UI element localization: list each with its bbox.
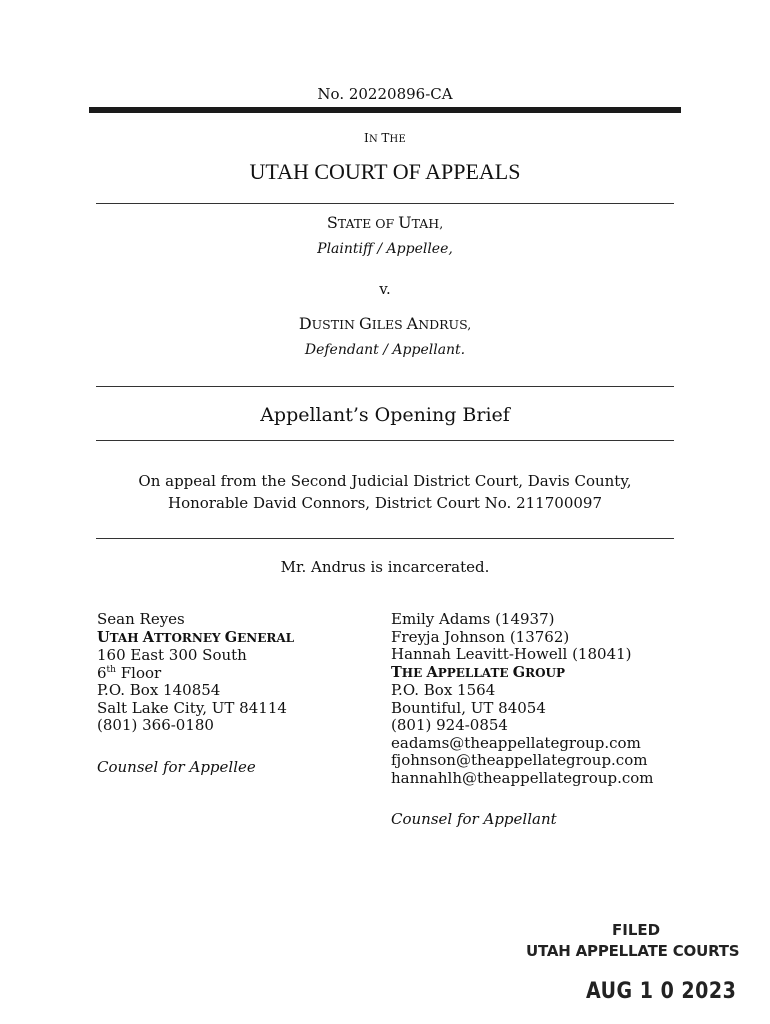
floor-label: Floor [115, 663, 162, 682]
divider-rule [96, 440, 674, 441]
defendant-name-part: A [406, 314, 419, 333]
appeal-from-line2: Honorable David Connors, District Court No. 211700097 [167, 494, 602, 512]
brief-title: Appellant’s Opening Brief [260, 404, 510, 426]
office-part: TAH [109, 630, 143, 645]
appellee-phone: (801) 366-0180 [97, 716, 214, 734]
plaintiff-name-part: S [326, 213, 338, 232]
in-the-cap-i: I [364, 131, 369, 145]
firm-part: PPELLATE [437, 665, 513, 680]
filed-stamp-court: UTAH APPELLATE COURTS [526, 942, 740, 960]
firm-part: HE [401, 665, 427, 680]
appellee-counsel-label: Counsel for Appellee [97, 757, 256, 776]
defendant-name-part: G [358, 314, 372, 333]
firm-part: ROUP [525, 665, 566, 680]
in-the-small-n: N [368, 134, 378, 145]
office-part: U [97, 628, 110, 646]
defendant-role: Defendant / Appellant. [304, 342, 466, 358]
divider-rule [96, 203, 674, 204]
office-part: ENERAL [237, 630, 295, 645]
appellee-po-box: P.O. Box 140854 [97, 681, 221, 699]
defendant-name-part: ILES [371, 317, 407, 332]
office-part: TTORNEY [154, 630, 225, 645]
in-the-small-he: HE [389, 134, 406, 145]
office-part: A [142, 628, 155, 646]
appellee-floor [97, 665, 294, 683]
defendant-name-part: D [298, 314, 312, 333]
header-rule [89, 107, 681, 113]
plaintiff-role: Plaintiff / Appellee, [317, 241, 453, 257]
firm-part: G [512, 663, 526, 681]
office-part: G [224, 628, 238, 646]
firm-part: T [391, 663, 402, 681]
appellant-attorney: Emily Adams (14937) [391, 610, 555, 628]
firm-part: A [426, 663, 438, 681]
appellant-email: hannahlh@theappellategroup.com [391, 768, 654, 787]
appeal-from-line1: On appeal from the Second Judicial District Court, Davis County, [138, 472, 632, 490]
floor-suffix: th [106, 664, 116, 675]
defendant-name-part: USTIN [311, 317, 359, 332]
divider-rule [96, 538, 674, 539]
defendant-name-part: NDRUS, [418, 317, 472, 332]
appellant-attorney: Hannah Leavitt-Howell (18041) [391, 645, 632, 663]
appellee-office [97, 629, 294, 648]
plaintiff-name-part: TAH, [411, 216, 444, 231]
appellant-email: fjohnson@theappellategroup.com [391, 751, 648, 769]
appellee-address1: 160 East 300 South [97, 646, 247, 664]
in-the-label [0, 131, 770, 145]
appellant-email: eadams@theappellategroup.com [391, 733, 641, 752]
appellant-firm [391, 664, 654, 683]
appellant-attorney: Freyja Johnson (13762) [391, 627, 570, 646]
floor-number: 6 [97, 663, 107, 682]
plaintiff-name-part: TATE OF [337, 216, 399, 231]
filed-stamp-date: AUG 1 0 2023 [586, 978, 737, 1004]
case-number: No. 20220896-CA [317, 85, 453, 103]
divider-rule [96, 386, 674, 387]
defendant-name [0, 314, 770, 333]
appellee-city: Salt Lake City, UT 84114 [97, 698, 287, 717]
appellant-phone: (801) 924-0854 [391, 716, 508, 734]
versus: v. [379, 280, 391, 298]
in-the-cap-t: T [381, 131, 390, 145]
appellant-counsel-label: Counsel for Appellant [391, 810, 557, 828]
court-name: UTAH COURT OF APPEALS [249, 159, 521, 184]
filed-stamp-label: FILED [612, 921, 661, 939]
appellee-counsel-block [97, 611, 294, 776]
plaintiff-name [0, 213, 770, 232]
plaintiff-name-part: U [398, 213, 412, 232]
appellant-counsel-block [391, 611, 654, 829]
incarceration-note: Mr. Andrus is incarcerated. [280, 558, 490, 576]
appellant-po-box: P.O. Box 1564 [391, 681, 496, 699]
appellant-city: Bountiful, UT 84054 [391, 698, 546, 717]
appellee-attorney-name: Sean Reyes [97, 610, 185, 628]
